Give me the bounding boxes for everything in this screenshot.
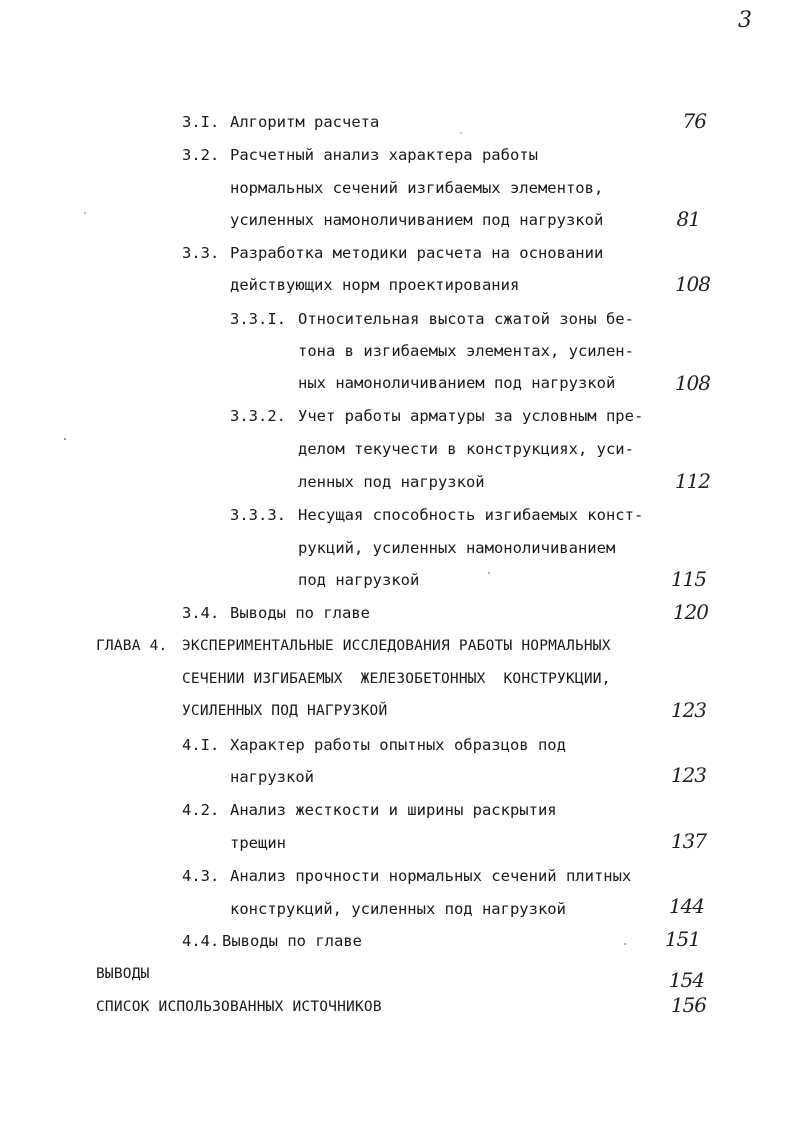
chapter-4-title-line2: СЕЧЕНИИ ИЗГИБАЕМЫХ ЖЕЛЕЗОБЕТОННЫХ КОНСТРУКЦИИ, <box>182 671 611 687</box>
toc-entry-3-2-title-line1: Расчетный анализ характера работы <box>230 146 538 164</box>
toc-entry-3-3-page: 108 <box>674 272 710 296</box>
toc-entry-4-1-title-line1: Характер работы опытных образцов под <box>230 736 566 754</box>
scan-speck <box>84 212 86 214</box>
toc-entry-3-3-1-title-line2: тона в изгибаемых элементах, усилен- <box>298 342 634 360</box>
toc-entry-4-1-page: 123 <box>670 763 706 787</box>
toc-entry-3-3-2-title-line2: делом текучести в конструкциях, уси- <box>298 440 634 458</box>
toc-entry-3-3-title-line2: действующих норм проектирования <box>230 276 520 294</box>
toc-entry-3-4-page: 120 <box>672 600 708 624</box>
toc-entry-4-3-title-line1: Анализ прочности нормальных сечений плитных <box>230 867 632 885</box>
chapter-4-title-line1: ЭКСПЕРИМЕНТАЛЬНЫЕ ИССЛЕДОВАНИЯ РАБОТЫ НОРМАЛЬНЫХ <box>182 638 611 654</box>
chapter-4-title-line3: УСИЛЕННЫХ ПОД НАГРУЗКОЙ <box>182 703 388 719</box>
toc-entry-3-3-3-page: 115 <box>670 567 706 591</box>
toc-entry-3-3-3-title-line2: рукций, усиленных намоноличиванием <box>298 539 616 557</box>
toc-entry-3-2-page: 81 <box>676 207 700 231</box>
toc-entry-4-4-number: 4.4. <box>182 932 220 950</box>
toc-entry-3-4-title: Выводы по главе <box>230 604 370 622</box>
toc-entry-4-1-title-line2: нагрузкой <box>230 768 314 786</box>
toc-entry-4-2-title-line2: трещин <box>230 834 286 852</box>
toc-entry-4-4-page: 151 <box>664 927 700 951</box>
toc-entry-3-3-3-title-line3: под нагрузкой <box>298 571 420 589</box>
scan-speck <box>488 572 490 574</box>
toc-entry-3-3-1-page: 108 <box>674 371 710 395</box>
toc-entry-3-1-title: Алгоритм расчета <box>230 113 380 131</box>
toc-entry-4-4-title: Выводы по главе <box>222 932 362 950</box>
toc-entry-4-2-number: 4.2. <box>182 801 220 819</box>
scan-speck <box>460 132 462 134</box>
toc-entry-4-1-number: 4.I. <box>182 736 220 754</box>
scan-speck <box>64 438 66 440</box>
conclusions-title: ВЫВОДЫ <box>96 966 150 982</box>
toc-entry-3-3-number: 3.3. <box>182 244 220 262</box>
conclusions-page: 154 <box>668 968 704 992</box>
toc-entry-3-3-2-number: 3.3.2. <box>230 407 286 425</box>
page-number: 3 <box>738 8 752 33</box>
chapter-4-label: ГЛАВА 4. <box>96 638 168 654</box>
toc-entry-3-1-number: 3.I. <box>182 113 220 131</box>
toc-entry-3-3-2-title-line3: ленных под нагрузкой <box>298 473 485 491</box>
toc-entry-3-2-title-line3: усиленных намоноличиванием под нагрузкой <box>230 211 604 229</box>
toc-entry-3-3-3-number: 3.3.3. <box>230 506 286 524</box>
toc-entry-3-4-number: 3.4. <box>182 604 220 622</box>
toc-entry-4-2-title-line1: Анализ жесткости и ширины раскрытия <box>230 801 557 819</box>
toc-entry-3-3-2-title-line1: Учет работы арматуры за условным пре- <box>298 407 644 425</box>
toc-entry-3-3-1-title-line1: Относительная высота сжатой зоны бе- <box>298 310 634 328</box>
toc-entry-3-3-title-line1: Разработка методики расчета на основании <box>230 244 604 262</box>
toc-entry-3-3-2-page: 112 <box>674 469 710 493</box>
references-title: СПИСОК ИСПОЛЬЗОВАННЫХ ИСТОЧНИКОВ <box>96 999 382 1015</box>
toc-entry-3-3-1-title-line3: ных намоноличиванием под нагрузкой <box>298 374 616 392</box>
toc-entry-3-3-3-title-line1: Несущая способность изгибаемых конст- <box>298 506 644 524</box>
toc-entry-4-3-page: 144 <box>668 894 704 918</box>
toc-entry-3-2-title-line2: нормальных сечений изгибаемых элементов, <box>230 179 604 197</box>
toc-entry-4-3-number: 4.3. <box>182 867 220 885</box>
toc-entry-3-2-number: 3.2. <box>182 146 220 164</box>
references-page: 156 <box>670 993 706 1017</box>
toc-entry-3-3-1-number: 3.3.I. <box>230 310 286 328</box>
toc-entry-4-2-page: 137 <box>670 829 706 853</box>
toc-entry-4-3-title-line2: конструкций, усиленных под нагрузкой <box>230 900 566 918</box>
scan-speck <box>624 943 626 945</box>
toc-entry-3-1-page: 76 <box>682 109 706 133</box>
chapter-4-page: 123 <box>670 698 706 722</box>
